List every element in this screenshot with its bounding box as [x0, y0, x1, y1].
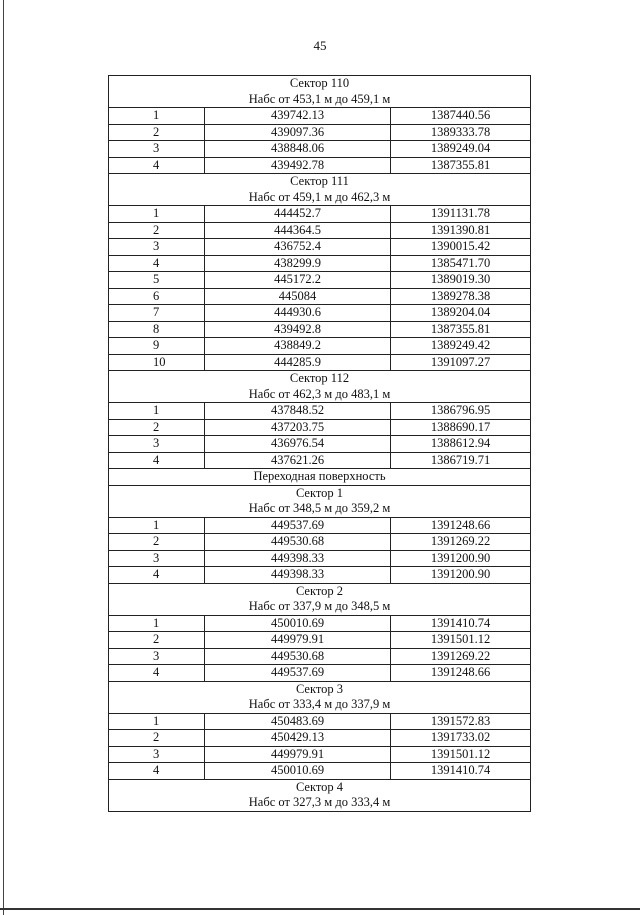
table-row	[109, 534, 531, 551]
point-number: 3	[109, 239, 205, 256]
coordinates-table	[108, 75, 531, 812]
y-coordinate: 1391131.78	[391, 206, 531, 223]
y-coordinate: 1391200.90	[391, 567, 531, 584]
sector-title: Сектор 111	[109, 174, 531, 190]
sector-altitude-range: Набс от 462,3 м до 483,1 м	[109, 387, 531, 403]
y-coordinate: 1389249.42	[391, 338, 531, 355]
table-row	[109, 665, 531, 682]
sector-header-row	[109, 681, 531, 697]
sector-altitude-row	[109, 92, 531, 108]
point-number: 2	[109, 124, 205, 141]
point-number: 4	[109, 763, 205, 780]
table-row	[109, 550, 531, 567]
y-coordinate: 1391269.22	[391, 534, 531, 551]
table-row	[109, 730, 531, 747]
sector-title: Сектор 2	[109, 583, 531, 599]
point-number: 1	[109, 206, 205, 223]
scan-edge-bottom	[0, 908, 640, 910]
table-row	[109, 567, 531, 584]
sector-header-row	[109, 469, 531, 486]
y-coordinate: 1389019.30	[391, 272, 531, 289]
page-number: 45	[313, 38, 327, 53]
x-coordinate: 449979.91	[205, 746, 391, 763]
point-number: 7	[109, 305, 205, 322]
table-row	[109, 648, 531, 665]
point-number: 1	[109, 403, 205, 420]
y-coordinate: 1385471.70	[391, 255, 531, 272]
table-row	[109, 452, 531, 469]
y-coordinate: 1391501.12	[391, 746, 531, 763]
sector-header-row	[109, 371, 531, 387]
x-coordinate: 444930.6	[205, 305, 391, 322]
point-number: 3	[109, 550, 205, 567]
point-number: 9	[109, 338, 205, 355]
table-row	[109, 615, 531, 632]
table-row	[109, 763, 531, 780]
point-number: 3	[109, 746, 205, 763]
table-row	[109, 206, 531, 223]
x-coordinate: 439492.8	[205, 321, 391, 338]
point-number: 1	[109, 713, 205, 730]
point-number: 3	[109, 648, 205, 665]
x-coordinate: 449530.68	[205, 534, 391, 551]
sector-altitude-range: Набс от 333,4 м до 337,9 м	[109, 697, 531, 713]
x-coordinate: 449398.33	[205, 550, 391, 567]
y-coordinate: 1391733.02	[391, 730, 531, 747]
point-number: 1	[109, 517, 205, 534]
y-coordinate: 1389249.04	[391, 141, 531, 158]
table-row	[109, 305, 531, 322]
table-row	[109, 713, 531, 730]
x-coordinate: 444452.7	[205, 206, 391, 223]
x-coordinate: 437848.52	[205, 403, 391, 420]
point-number: 5	[109, 272, 205, 289]
x-coordinate: 438849.2	[205, 338, 391, 355]
point-number: 3	[109, 436, 205, 453]
y-coordinate: 1387355.81	[391, 157, 531, 174]
x-coordinate: 449979.91	[205, 632, 391, 649]
table-row	[109, 255, 531, 272]
point-number: 2	[109, 222, 205, 239]
y-coordinate: 1391200.90	[391, 550, 531, 567]
y-coordinate: 1389278.38	[391, 288, 531, 305]
table-row	[109, 124, 531, 141]
x-coordinate: 444285.9	[205, 354, 391, 371]
table-row	[109, 141, 531, 158]
point-number: 4	[109, 452, 205, 469]
point-number: 8	[109, 321, 205, 338]
x-coordinate: 436752.4	[205, 239, 391, 256]
point-number: 4	[109, 157, 205, 174]
point-number: 4	[109, 665, 205, 682]
point-number: 2	[109, 419, 205, 436]
y-coordinate: 1391248.66	[391, 517, 531, 534]
sector-altitude-range: Набс от 459,1 м до 462,3 м	[109, 190, 531, 206]
sector-title: Сектор 1	[109, 485, 531, 501]
y-coordinate: 1387355.81	[391, 321, 531, 338]
sector-altitude-row	[109, 501, 531, 517]
table-row	[109, 746, 531, 763]
point-number: 1	[109, 615, 205, 632]
table-row	[109, 338, 531, 355]
y-coordinate: 1388612.94	[391, 436, 531, 453]
x-coordinate: 449537.69	[205, 665, 391, 682]
point-number: 3	[109, 141, 205, 158]
table-row	[109, 239, 531, 256]
sector-header-row	[109, 174, 531, 190]
x-coordinate: 445172.2	[205, 272, 391, 289]
table-row	[109, 108, 531, 125]
x-coordinate: 449398.33	[205, 567, 391, 584]
point-number: 4	[109, 567, 205, 584]
y-coordinate: 1391097.27	[391, 354, 531, 371]
x-coordinate: 438299.9	[205, 255, 391, 272]
sector-header-row	[109, 583, 531, 599]
y-coordinate: 1389204.04	[391, 305, 531, 322]
sector-title: Переходная поверхность	[109, 469, 531, 486]
x-coordinate: 439097.36	[205, 124, 391, 141]
x-coordinate: 450483.69	[205, 713, 391, 730]
sector-title: Сектор 110	[109, 76, 531, 92]
sector-altitude-row	[109, 387, 531, 403]
table-row	[109, 222, 531, 239]
table-row	[109, 403, 531, 420]
sector-header-row	[109, 76, 531, 92]
sector-altitude-row	[109, 190, 531, 206]
sector-title: Сектор 3	[109, 681, 531, 697]
y-coordinate: 1391410.74	[391, 763, 531, 780]
x-coordinate: 439492.78	[205, 157, 391, 174]
table-row	[109, 517, 531, 534]
y-coordinate: 1391410.74	[391, 615, 531, 632]
y-coordinate: 1391501.12	[391, 632, 531, 649]
point-number: 1	[109, 108, 205, 125]
point-number: 2	[109, 730, 205, 747]
x-coordinate: 436976.54	[205, 436, 391, 453]
x-coordinate: 449530.68	[205, 648, 391, 665]
x-coordinate: 445084	[205, 288, 391, 305]
sector-altitude-range: Набс от 327,3 м до 333,4 м	[109, 795, 531, 811]
y-coordinate: 1391269.22	[391, 648, 531, 665]
x-coordinate: 438848.06	[205, 141, 391, 158]
y-coordinate: 1387440.56	[391, 108, 531, 125]
x-coordinate: 450429.13	[205, 730, 391, 747]
y-coordinate: 1389333.78	[391, 124, 531, 141]
table-row	[109, 272, 531, 289]
y-coordinate: 1391390.81	[391, 222, 531, 239]
table-row	[109, 436, 531, 453]
x-coordinate: 439742.13	[205, 108, 391, 125]
x-coordinate: 437203.75	[205, 419, 391, 436]
y-coordinate: 1391572.83	[391, 713, 531, 730]
sector-altitude-range: Набс от 453,1 м до 459,1 м	[109, 92, 531, 108]
table-row	[109, 157, 531, 174]
point-number: 6	[109, 288, 205, 305]
x-coordinate: 437621.26	[205, 452, 391, 469]
sector-altitude-range: Набс от 348,5 м до 359,2 м	[109, 501, 531, 517]
scan-edge-left	[3, 0, 4, 915]
point-number: 10	[109, 354, 205, 371]
y-coordinate: 1386796.95	[391, 403, 531, 420]
y-coordinate: 1391248.66	[391, 665, 531, 682]
sector-header-row	[109, 779, 531, 795]
sector-altitude-row	[109, 795, 531, 811]
table-row	[109, 632, 531, 649]
sector-title: Сектор 112	[109, 371, 531, 387]
point-number: 2	[109, 534, 205, 551]
x-coordinate: 450010.69	[205, 763, 391, 780]
sector-header-row	[109, 485, 531, 501]
sector-altitude-row	[109, 697, 531, 713]
sector-title: Сектор 4	[109, 779, 531, 795]
x-coordinate: 449537.69	[205, 517, 391, 534]
y-coordinate: 1390015.42	[391, 239, 531, 256]
x-coordinate: 444364.5	[205, 222, 391, 239]
x-coordinate: 450010.69	[205, 615, 391, 632]
table-row	[109, 419, 531, 436]
point-number: 4	[109, 255, 205, 272]
coordinates-table-body	[109, 76, 531, 812]
point-number: 2	[109, 632, 205, 649]
sector-altitude-row	[109, 599, 531, 615]
y-coordinate: 1386719.71	[391, 452, 531, 469]
y-coordinate: 1388690.17	[391, 419, 531, 436]
table-row	[109, 288, 531, 305]
table-row	[109, 321, 531, 338]
table-row	[109, 354, 531, 371]
sector-altitude-range: Набс от 337,9 м до 348,5 м	[109, 599, 531, 615]
